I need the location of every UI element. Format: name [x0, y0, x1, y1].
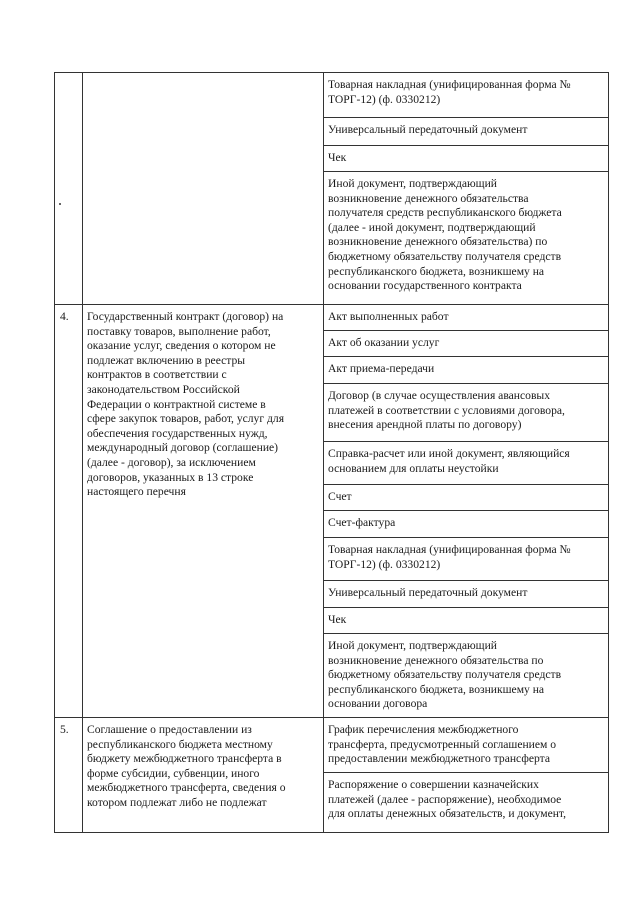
row-divider	[54, 717, 609, 718]
description-line: настоящего перечня	[87, 485, 186, 499]
document-line: Счет-фактура	[328, 516, 396, 529]
document-line: предоставлении межбюджетного трансферта	[328, 752, 550, 766]
document-divider	[323, 510, 609, 511]
document-line: Справка-расчет или иной документ, являющийся	[328, 447, 570, 460]
document-line: (далее - иной документ, подтверждающий	[328, 220, 536, 234]
scan-artifact	[59, 203, 61, 205]
document-divider	[323, 117, 609, 118]
document-divider	[323, 356, 609, 357]
document-line: основании договора	[328, 697, 428, 711]
description-line: сфере закупок товаров, работ, услуг для	[87, 412, 285, 426]
description-line: Федерации о контрактной системе в	[87, 397, 266, 411]
document-line: ТОРГ-12) (ф. 0330212)	[328, 92, 441, 106]
description-line: (далее - договор), за исключением	[87, 456, 256, 469]
document-line: возникновение денежного обязательства) по	[328, 235, 548, 249]
description-line: обеспечения государственных нужд,	[87, 426, 268, 440]
document-line: основании государственного контракта	[328, 279, 522, 293]
row-divider	[54, 304, 609, 305]
document-line: возникновение денежного обязательства	[328, 191, 529, 205]
document-divider	[323, 383, 609, 384]
description-line: поставку товаров, выполнение работ,	[87, 324, 271, 338]
document-line: основанием для оплаты неустойки	[328, 461, 499, 475]
document-divider	[323, 484, 609, 485]
document-line: Иной документ, подтверждающий	[328, 639, 497, 652]
document-line: Акт выполненных работ	[328, 310, 449, 323]
document-line: Распоряжение о совершении казначейских	[328, 778, 539, 791]
document-line: Товарная накладная (унифицированная форма №	[328, 78, 571, 91]
description-line: форме субсидии, субвенции, иного	[87, 766, 260, 780]
document-line: для оплаты денежных обязательств, и документ,	[328, 807, 567, 821]
description-line: законодательством Российской	[87, 383, 240, 396]
document-line: Акт приема-передачи	[328, 362, 435, 375]
document-line: республиканского бюджета, возникшему на	[328, 682, 545, 696]
document-line: ТОРГ-12) (ф. 0330212)	[328, 557, 441, 571]
document-divider	[323, 633, 609, 634]
description-line: контрактов в соответствии с	[87, 368, 227, 382]
document-line: бюджетному обязательству получателя средств	[328, 668, 562, 682]
document-line: Договор (в случае осуществления авансовых	[328, 389, 551, 402]
document-line: Чек	[328, 151, 347, 164]
document-divider	[323, 441, 609, 442]
document-divider	[323, 607, 609, 608]
document-line: Универсальный передаточный документ	[328, 586, 528, 599]
document-line: трансферта, предусмотренный соглашением о	[328, 737, 557, 751]
description-line: международный договор (соглашение)	[87, 441, 279, 455]
description-line: бюджету межбюджетного трансферта в	[87, 752, 282, 766]
document-line: Чек	[328, 613, 347, 626]
document-divider	[323, 580, 609, 581]
document-divider	[323, 171, 609, 172]
document-line: Иной документ, подтверждающий	[328, 177, 497, 190]
description-line: республиканского бюджета местному	[87, 737, 273, 751]
description-line: подлежат включению в реестры	[87, 353, 246, 367]
document-line: получателя средств республиканского бюджета	[328, 206, 562, 220]
description-line: котором подлежат либо не подлежат	[87, 796, 267, 809]
document-line: Товарная накладная (унифицированная форма №	[328, 543, 571, 556]
document-line: Счет	[328, 490, 352, 503]
document-line: бюджетному обязательству получателя средств	[328, 250, 562, 263]
column-divider	[82, 72, 83, 833]
document-line: республиканского бюджета, возникшему на	[328, 264, 545, 278]
document-line: Универсальный передаточный документ	[328, 123, 528, 136]
description-line: оказание услуг, сведения о котором не	[87, 339, 276, 353]
document-divider	[323, 145, 609, 146]
document-line: платежей в соответствии с условиями договора,	[328, 403, 565, 417]
row-number: 5.	[60, 723, 69, 736]
document-line: платежей (далее - распоряжение), необходимое	[328, 792, 562, 806]
description-line: договоров, указанных в 13 строке	[87, 470, 254, 484]
document-line: возникновение денежного обязательства по	[328, 653, 544, 667]
document-divider	[323, 537, 609, 538]
document-divider	[323, 772, 609, 773]
document-line: График перечисления межбюджетного	[328, 723, 519, 736]
document-line: Акт об оказании услуг	[328, 336, 440, 349]
document-divider	[323, 330, 609, 331]
description-line: Государственный контракт (договор) на	[87, 310, 284, 323]
row-number: 4.	[60, 310, 69, 323]
document-line: внесения арендной платы по договору)	[328, 418, 522, 432]
description-line: межбюджетного трансферта, сведения о	[87, 781, 286, 795]
description-line: Соглашение о предоставлении из	[87, 723, 252, 736]
column-divider	[323, 72, 324, 833]
